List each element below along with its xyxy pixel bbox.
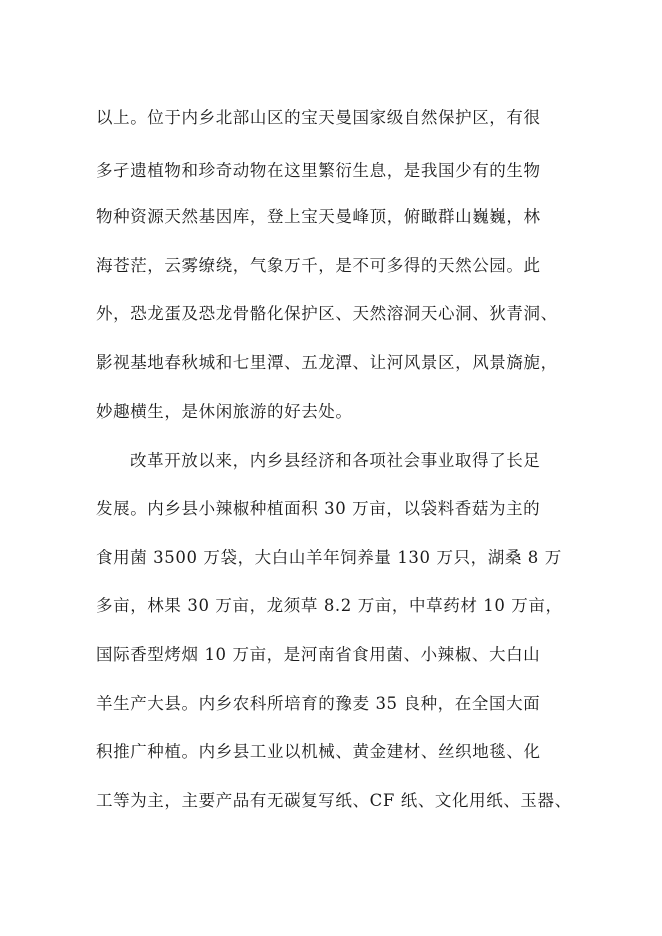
paragraph-line: 工等为主，主要产品有无碳复写纸、CF 纸、文化用纸、玉器、 bbox=[96, 791, 572, 810]
paragraph-line: 羊生产大县。内乡农科所培育的豫麦 35 良种，在全国大面 bbox=[96, 694, 541, 713]
paragraph-line: 积推广种植。内乡县工业以机械、黄金建材、丝织地毯、化 bbox=[96, 742, 541, 761]
paragraph-line: 妙趣横生，是休闲旅游的好去处。 bbox=[96, 402, 353, 421]
paragraph-line: 海苍茫，云雾缭绕，气象万千，是不可多得的天然公园。此 bbox=[96, 256, 541, 275]
paragraph-line: 外，恐龙蛋及恐龙骨骼化保护区、天然溶洞天心洞、狄青洞、 bbox=[96, 304, 558, 323]
paragraph-line: 国际香型烤烟 10 万亩，是河南省食用菌、小辣椒、大白山 bbox=[96, 645, 541, 664]
paragraph-line: 发展。内乡县小辣椒种植面积 30 万亩，以袋料香菇为主的 bbox=[96, 499, 541, 518]
paragraph-line: 影视基地春秋城和七里潭、五龙潭、让河风景区，风景旖旎， bbox=[96, 353, 558, 372]
paragraph-line: 物种资源天然基因库，登上宝天曼峰顶，俯瞰群山巍巍，林 bbox=[96, 207, 541, 226]
paragraph-line: 多孑遗植物和珍奇动物在这里繁衍生息，是我国少有的生物 bbox=[96, 161, 541, 180]
paragraph-line: 以上。位于内乡北部山区的宝天曼国家级自然保护区，有很 bbox=[96, 108, 541, 127]
paragraph-line: 食用菌 3500 万袋，大白山羊年饲养量 130 万只，湖桑 8 万 bbox=[96, 548, 562, 567]
paragraph-first-line: 改革开放以来，内乡县经济和各项社会事业取得了长足 bbox=[130, 451, 541, 470]
paragraph-line: 多亩，林果 30 万亩，龙须草 8.2 万亩，中草药材 10 万亩， bbox=[96, 596, 563, 615]
